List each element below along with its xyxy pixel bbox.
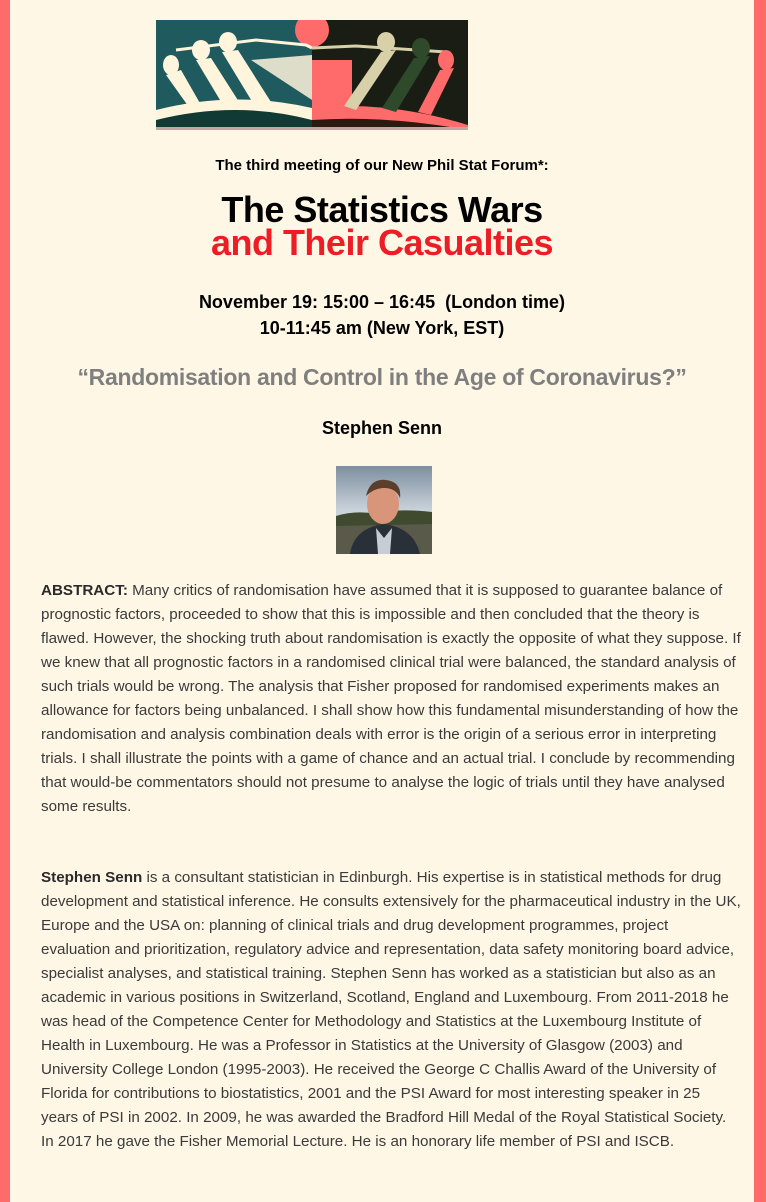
abstract-label: ABSTRACT: — [41, 582, 128, 599]
speaker-photo — [336, 466, 432, 554]
tug-of-war-artwork — [156, 20, 468, 130]
page-content — [10, 0, 754, 1202]
event-date-newyork: 10-11:45 am (New York, EST) — [259, 318, 505, 338]
abstract-paragraph — [41, 579, 741, 819]
bio-text: is a consultant statistician in Edinburgh. His expertise is in statistical methods for drug development and statistical inference. He consults extensively for the pharmaceutical industry in the UK, Europe and the USA on: planning of clinical trials and drug development programmes, project evaluation and prioritization, regulatory advice and representation, data safety monitoring board advice, specialist analyses, and statistical training. Stephen Senn has worked as a statistician but also as an academic in various positions in Switzerland, Scotland, England and Luxembourg. From 2011-2018 he was head of the Competence Center for Methodology and Statistics at the Luxembourg Institute of Health in Luxembourg. He was a Professor in Statistics at the University of Glasgow (2003) and University College London (1995-2003). He received the George C Challis Award of the University of Florida for contributions to biostatistics, 2001 and the PSI Award for most interesting speaker in 25 years of PSI in 2002. In 2009, he was awarded the Bradford Hill Medal of the Royal Statistical Society. In 2017 he gave the Fisher Memorial Lecture. He is an honorary life member of PSI and ISCB. — [41, 869, 741, 1150]
abstract-text: Many critics of randomisation have assumed that it is supposed to guarantee balance of prognostic factors, proceeded to show that this is impossible and then concluded that the theory is flawed. However, the shocking truth about randomisation is exactly the opposite of what they suppose. If we knew that all prognostic factors in a randomised clinical trial were balanced, the standard analysis of such trials would be wrong. The analysis that Fisher proposed for randomised experiments makes an allowance for factors being unbalanced. I shall show how this fundamental misunderstanding of how the randomisation and analysis combination deals with error is the origin of a serious error in interpreting trials. I shall illustrate the points with a game of chance and an actual trial. I conclude by recommending that would-be commentators should not presume to analyse the logic of trials until they have analysed some results. — [41, 582, 741, 815]
speaker-portrait — [336, 466, 432, 554]
banner-image — [156, 20, 468, 130]
event-subtitle: and Their Casualties — [210, 222, 554, 263]
forum-intro: The third meeting of our New Phil Stat Forum*: — [215, 157, 549, 174]
event-title: The Statistics Wars — [221, 189, 543, 230]
talk-title: “Randomisation and Control in the Age of Coronavirus?” — [77, 364, 687, 390]
bio-name: Stephen Senn — [41, 869, 143, 886]
bio-paragraph — [41, 866, 741, 1154]
speaker-name: Stephen Senn — [321, 418, 442, 438]
event-date-london: November 19: 15:00 – 16:45 (London time) — [198, 292, 566, 312]
